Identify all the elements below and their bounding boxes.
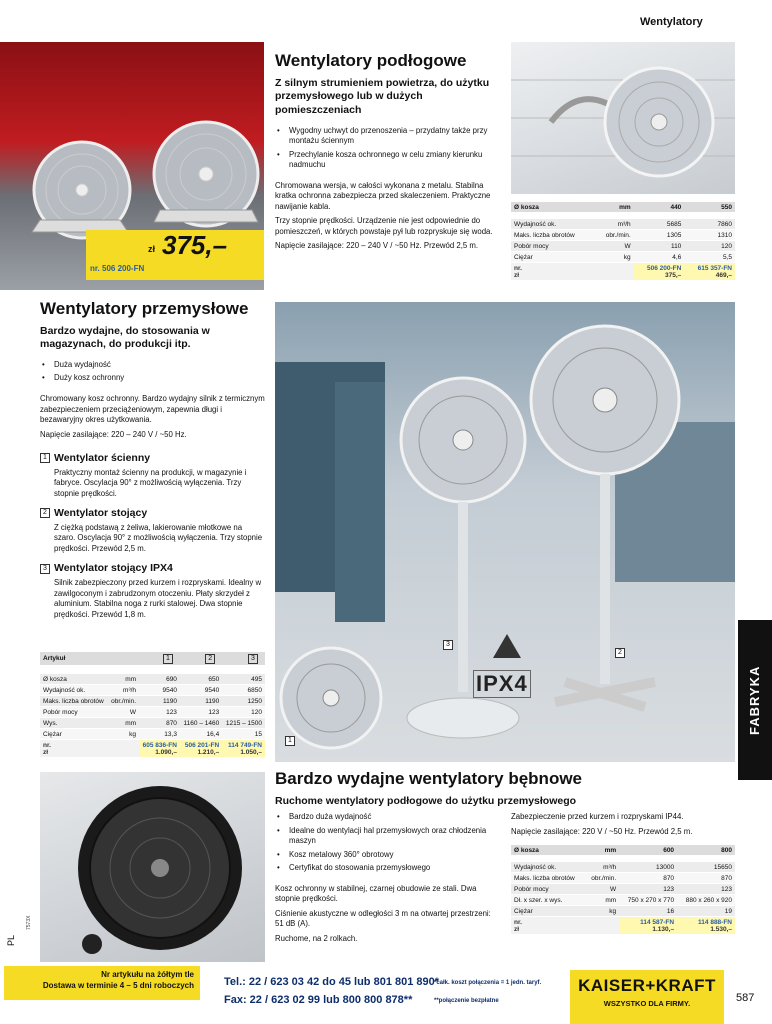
nr-label: nr.: [514, 918, 522, 926]
list-item: • Wygodny uchwyt do przenoszenia – przydatny także przy montażu ściennym: [275, 126, 503, 147]
drum-fans-section: [275, 770, 735, 808]
table-cell: 123: [619, 884, 677, 895]
variant-text: Silnik zabezpieczony przed kurzem i rozpryskami. Idealny w zawilgoconym i zabrudzonym otoczeniu. Płaty skrzydeł z aluminium. Stabilna noga z rurki stalowej. Dwa stopnie prędkości. Przewód 1,8 m.: [54, 578, 262, 619]
drum-fans-right-desc-2: Napięcie zasilające: 220 V / ~50 Hz. Przewód 2,5 m.: [511, 826, 693, 836]
table-cell: Ciężar: [511, 906, 585, 917]
industrial-fans-spec-table: [40, 652, 265, 758]
table-cell: Ciężar: [511, 252, 595, 263]
table-row: [40, 707, 265, 718]
drum-fans-right-col: [511, 812, 735, 935]
table-row: [40, 696, 265, 707]
table-header: 440: [634, 202, 685, 213]
industrial-fans-bullets: [40, 360, 265, 384]
table-cell: m³/h: [595, 219, 634, 230]
zl-label: zł: [514, 271, 520, 279]
table-cell: Pobór mocy: [40, 707, 108, 718]
table-cell: Pobór mocy: [511, 241, 595, 252]
variant-number: 1: [40, 453, 50, 463]
table-row: [511, 252, 735, 263]
article-number: 506 201-FN: [184, 741, 220, 749]
wall-fan-photo: [511, 42, 735, 194]
photo-label-1: 1: [285, 736, 295, 746]
variant-title: Wentylator stojący IPX4: [54, 562, 173, 575]
table-cell: mm: [585, 895, 619, 906]
table-cell: 123: [677, 884, 735, 895]
drum-fans-right-desc-1: Zabezpieczenie przed kurzem i rozpryskami IP44.: [511, 812, 684, 821]
table-cell: m³/h: [585, 862, 619, 873]
table-row: [40, 729, 265, 740]
table-cell: 120: [222, 707, 265, 718]
table-cell: 15: [222, 729, 265, 740]
ipx-label: IPX4: [473, 670, 531, 698]
table-cell: 880 x 260 x 920: [677, 895, 735, 906]
zl-label: zł: [514, 925, 520, 933]
brand-name: KAISER+KRAFT: [578, 976, 716, 995]
table-cell: Maks. liczba obrotów: [511, 873, 585, 884]
table-cell: W: [595, 241, 634, 252]
list-item: • Przechylanie kosza ochronnego w celu zmiany kierunku nadmuchu: [275, 150, 503, 171]
article-number: 506 200-FN: [646, 264, 682, 272]
lang-code: [6, 935, 16, 946]
table-row-price: [40, 740, 265, 758]
yellow-note-line-2: Dostawa w terminie 4 – 5 dni roboczych: [42, 981, 194, 990]
ipx-icon: [493, 634, 521, 658]
floor-fans-desc-3: Napięcie zasilające: 220 – 240 V / ~50 Hz. Przewód 2,5 m.: [275, 241, 479, 251]
promo-price-box: [86, 230, 264, 280]
price: 1.090,–: [155, 748, 177, 756]
footer-note-2: **połączenie bezpłatne: [434, 998, 499, 1004]
table-cell: 7860: [684, 219, 735, 230]
table-cell: 123: [139, 707, 180, 718]
drum-fans-desc-3: Ruchome, na 2 rolkach.: [275, 933, 358, 943]
footer-tel: Tel.: 22 / 623 03 42 do 45 lub 801 801 890*: [224, 976, 440, 988]
yellow-note-line-1: Nr artykułu na żółtym tle: [101, 970, 194, 979]
list-item: • Duży kosz ochronny: [40, 373, 265, 384]
table-cell: Ciężar: [40, 729, 108, 740]
floor-fans-photo: [0, 42, 264, 290]
table-cell: mm: [108, 674, 139, 685]
table-cell: 1310: [684, 230, 735, 241]
variant-title: Wentylator ścienny: [54, 452, 151, 465]
industrial-fans-desc-2: Napięcie zasilające: 220 – 240 V / ~50 Hz.: [40, 429, 187, 439]
table-cell: 13000: [619, 862, 677, 873]
table-cell: 120: [684, 241, 735, 252]
table-cell: Wydajność ok.: [511, 219, 595, 230]
table-header: 550: [684, 202, 735, 213]
yellow-note-box: [4, 966, 200, 1000]
table-cell: 19: [677, 906, 735, 917]
drum-fan-photo: [40, 772, 265, 962]
lang: PL: [6, 934, 16, 946]
table-cell: 1160 – 1460: [180, 718, 222, 729]
table-cell: Wydajność ok.: [511, 862, 585, 873]
drum-fans-title: Bardzo wydajne wentylatory bębnowe: [275, 769, 583, 788]
catalog-code: 7573X: [26, 915, 32, 930]
table-cell: 870: [677, 873, 735, 884]
industrial-fans-subtitle: Bardzo wydajne, do stosowania w magazynach, do produkcji itp.: [40, 324, 210, 351]
industrial-fans-title: Wentylatory przemysłowe: [40, 299, 249, 318]
list-item: • Duża wydajność: [40, 360, 265, 371]
floor-fans-bullets: [275, 126, 503, 171]
table-cell: Maks. liczba obrotów: [40, 696, 108, 707]
table-cell: Pobór mocy: [511, 884, 585, 895]
photo-label-3: 3: [443, 640, 453, 650]
table-row: [511, 873, 735, 884]
price: 1.050,–: [240, 748, 262, 756]
variant-number: 3: [40, 564, 50, 574]
nr-label: nr.: [514, 264, 522, 272]
table-header: Ø kosza: [511, 202, 595, 213]
industrial-fans-desc-1: Chromowany kosz ochronny. Bardzo wydajny silnik z termicznym zabezpieczeniem przeciążeniowym, zapewnia długi i bezawaryjny okres użytkowania.: [40, 394, 265, 425]
table-cell: m³/h: [108, 685, 139, 696]
table-row-price: [511, 263, 735, 281]
table-cell: Dł. x szer. x wys.: [511, 895, 585, 906]
table-cell: obr./min.: [595, 230, 634, 241]
floor-fans-section: [275, 52, 503, 252]
table-row: [511, 241, 735, 252]
drum-fans-subtitle: Ruchome wentylatory podłogowe do użytku przemysłowego: [275, 794, 577, 807]
wall-fan-illustration: [511, 42, 735, 194]
promo-article-number: nr. 506 200-FN: [90, 264, 145, 273]
floor-fans-desc-2: Trzy stopnie prędkości. Urządzenie nie jest odpowiednie do pomieszczeń, w których powstaje pył lub rozpryskuje się woda.: [275, 216, 493, 236]
floor-fans-spec-table: [511, 202, 735, 281]
table-row: [511, 230, 735, 241]
table-row: [40, 685, 265, 696]
price: 469,–: [715, 271, 732, 279]
drum-fan-illustration: [40, 772, 265, 962]
table-row: [511, 219, 735, 230]
table-cell: 1305: [634, 230, 685, 241]
table-cell: 123: [180, 707, 222, 718]
variant-2: [40, 507, 265, 554]
table-cell: 16,4: [180, 729, 222, 740]
table-cell: Ø kosza: [40, 674, 108, 685]
promo-price: 375,–: [162, 230, 228, 260]
table-cell: mm: [108, 718, 139, 729]
table-cell: W: [108, 707, 139, 718]
list-item: • Bardzo duża wydajność: [275, 812, 500, 823]
table-cell: Wydajność ok.: [40, 685, 108, 696]
price: 375,–: [665, 271, 682, 279]
table-cell: 495: [222, 674, 265, 685]
brand-tagline: WSZYSTKO DLA FIRMY.: [603, 999, 691, 1008]
drum-fans-desc-2: Ciśnienie akustyczne w odległości 3 m na otwartej przestrzeni: 51 dB (A).: [275, 908, 491, 929]
price: 1.210,–: [197, 748, 220, 756]
table-row: [40, 718, 265, 729]
table-row: [511, 862, 735, 873]
zl-label: zł: [43, 748, 49, 756]
article-number: 615 357-FN: [697, 264, 732, 272]
table-row: [511, 906, 735, 917]
table-cell: 870: [139, 718, 180, 729]
side-tab-fabryka: FABRYKA: [738, 620, 772, 780]
price: 1.530,–: [710, 925, 732, 933]
table-cell: 9540: [180, 685, 222, 696]
table-header: mm: [585, 845, 619, 856]
table-cell: 750 x 270 x 770: [619, 895, 677, 906]
table-row: [40, 674, 265, 685]
variant-number: 2: [40, 508, 50, 518]
table-header: 800: [677, 845, 735, 856]
floor-fans-title: Wentylatory podłogowe: [275, 51, 467, 70]
table-cell: 6850: [222, 685, 265, 696]
table-cell: 1190: [139, 696, 180, 707]
table-cell: kg: [108, 729, 139, 740]
footer-fax: Fax: 22 / 623 02 99 lub 800 800 878**: [224, 994, 413, 1006]
table-cell: 690: [139, 674, 180, 685]
table-row: [511, 884, 735, 895]
table-cell: W: [585, 884, 619, 895]
industrial-fans-section: [40, 300, 265, 620]
table-cell: 870: [619, 873, 677, 884]
table-cell: obr./min.: [108, 696, 139, 707]
brand-logo: [570, 970, 724, 1024]
price: 1.130,–: [652, 925, 675, 933]
table-header: 1: [163, 654, 173, 664]
drum-fans-spec-table: [511, 845, 735, 935]
article-number: 114 587-FN: [640, 918, 675, 926]
table-cell: 1190: [180, 696, 222, 707]
nr-label: nr.: [43, 741, 51, 749]
floor-fans-subtitle: Z silnym strumieniem powietrza, do użytku przemysłowego lub w dużych pomieszczeniach: [275, 76, 490, 116]
list-item: • Idealne do wentylacji hal przemysłowych oraz chłodzenia maszyn: [275, 826, 500, 847]
table-cell: 1250: [222, 696, 265, 707]
table-cell: 4,6: [634, 252, 685, 263]
table-cell: 110: [634, 241, 685, 252]
table-cell: 16: [619, 906, 677, 917]
floor-fans-desc-1: Chromowana wersja, w całości wykonana z metalu. Stabilna kratka ochronna zabezpiecza przed skaleczeniem. Praktyczne nawijanie kabla.: [275, 180, 491, 211]
article-number: 114 749-FN: [228, 741, 262, 749]
table-cell: 5,5: [684, 252, 735, 263]
table-header: Ø kosza: [511, 845, 585, 856]
drum-fans-desc-1: Kosz ochronny w stabilnej, czarnej obudowie ze stali. Dwa stopnie prędkości.: [275, 883, 477, 904]
photo-label-2: 2: [615, 648, 625, 658]
promo-currency: zł: [148, 244, 156, 254]
table-header: 3: [248, 654, 258, 664]
variant-title: Wentylator stojący: [54, 507, 148, 520]
article-number: 605 836-FN: [142, 741, 177, 749]
drum-fans-bullets: [275, 812, 500, 874]
article-number: 114 888-FN: [698, 918, 732, 926]
table-cell: 1215 – 1500: [222, 718, 265, 729]
list-item: • Kosz metalowy 360° obrotowy: [275, 850, 500, 861]
variant-text: Z ciężką podstawą z żeliwa, lakierowanie młotkowe na szaro. Oscylacja 90° z możliwością wyłączenia. Trzy stopnie prędkości. Przewód 2,5 m.: [54, 522, 263, 553]
table-cell: 5685: [634, 219, 685, 230]
table-cell: 650: [180, 674, 222, 685]
table-cell: 13,3: [139, 729, 180, 740]
variant-3: [40, 562, 265, 620]
footer-note-1: *całk. koszt połączenia = 1 jedn. taryf.: [434, 980, 542, 986]
table-cell: kg: [595, 252, 634, 263]
table-row-price: [511, 917, 735, 935]
table-header: Artykuł: [40, 652, 139, 666]
drum-fans-left-col: [275, 812, 500, 944]
table-header: 2: [205, 654, 215, 664]
table-row: [511, 895, 735, 906]
variant-text: Praktyczny montaż ścienny na produkcji, w magazynie i fabryce. Oscylacja 90° z możliwością wyłączenia. Trzy stopnie prędkości.: [54, 467, 247, 498]
page-number: 587: [736, 992, 755, 1004]
table-cell: 9540: [139, 685, 180, 696]
table-cell: obr./min.: [585, 873, 619, 884]
table-cell: Wys.: [40, 718, 108, 729]
category-header: Wentylatory: [640, 16, 703, 28]
industrial-fans-photo: [275, 302, 735, 762]
variant-1: [40, 452, 265, 499]
table-header: mm: [595, 202, 634, 213]
table-cell: 15650: [677, 862, 735, 873]
list-item: • Certyfikat do stosowania przemysłowego: [275, 863, 500, 874]
table-cell: Maks. liczba obrotów: [511, 230, 595, 241]
table-cell: kg: [585, 906, 619, 917]
table-header: 600: [619, 845, 677, 856]
